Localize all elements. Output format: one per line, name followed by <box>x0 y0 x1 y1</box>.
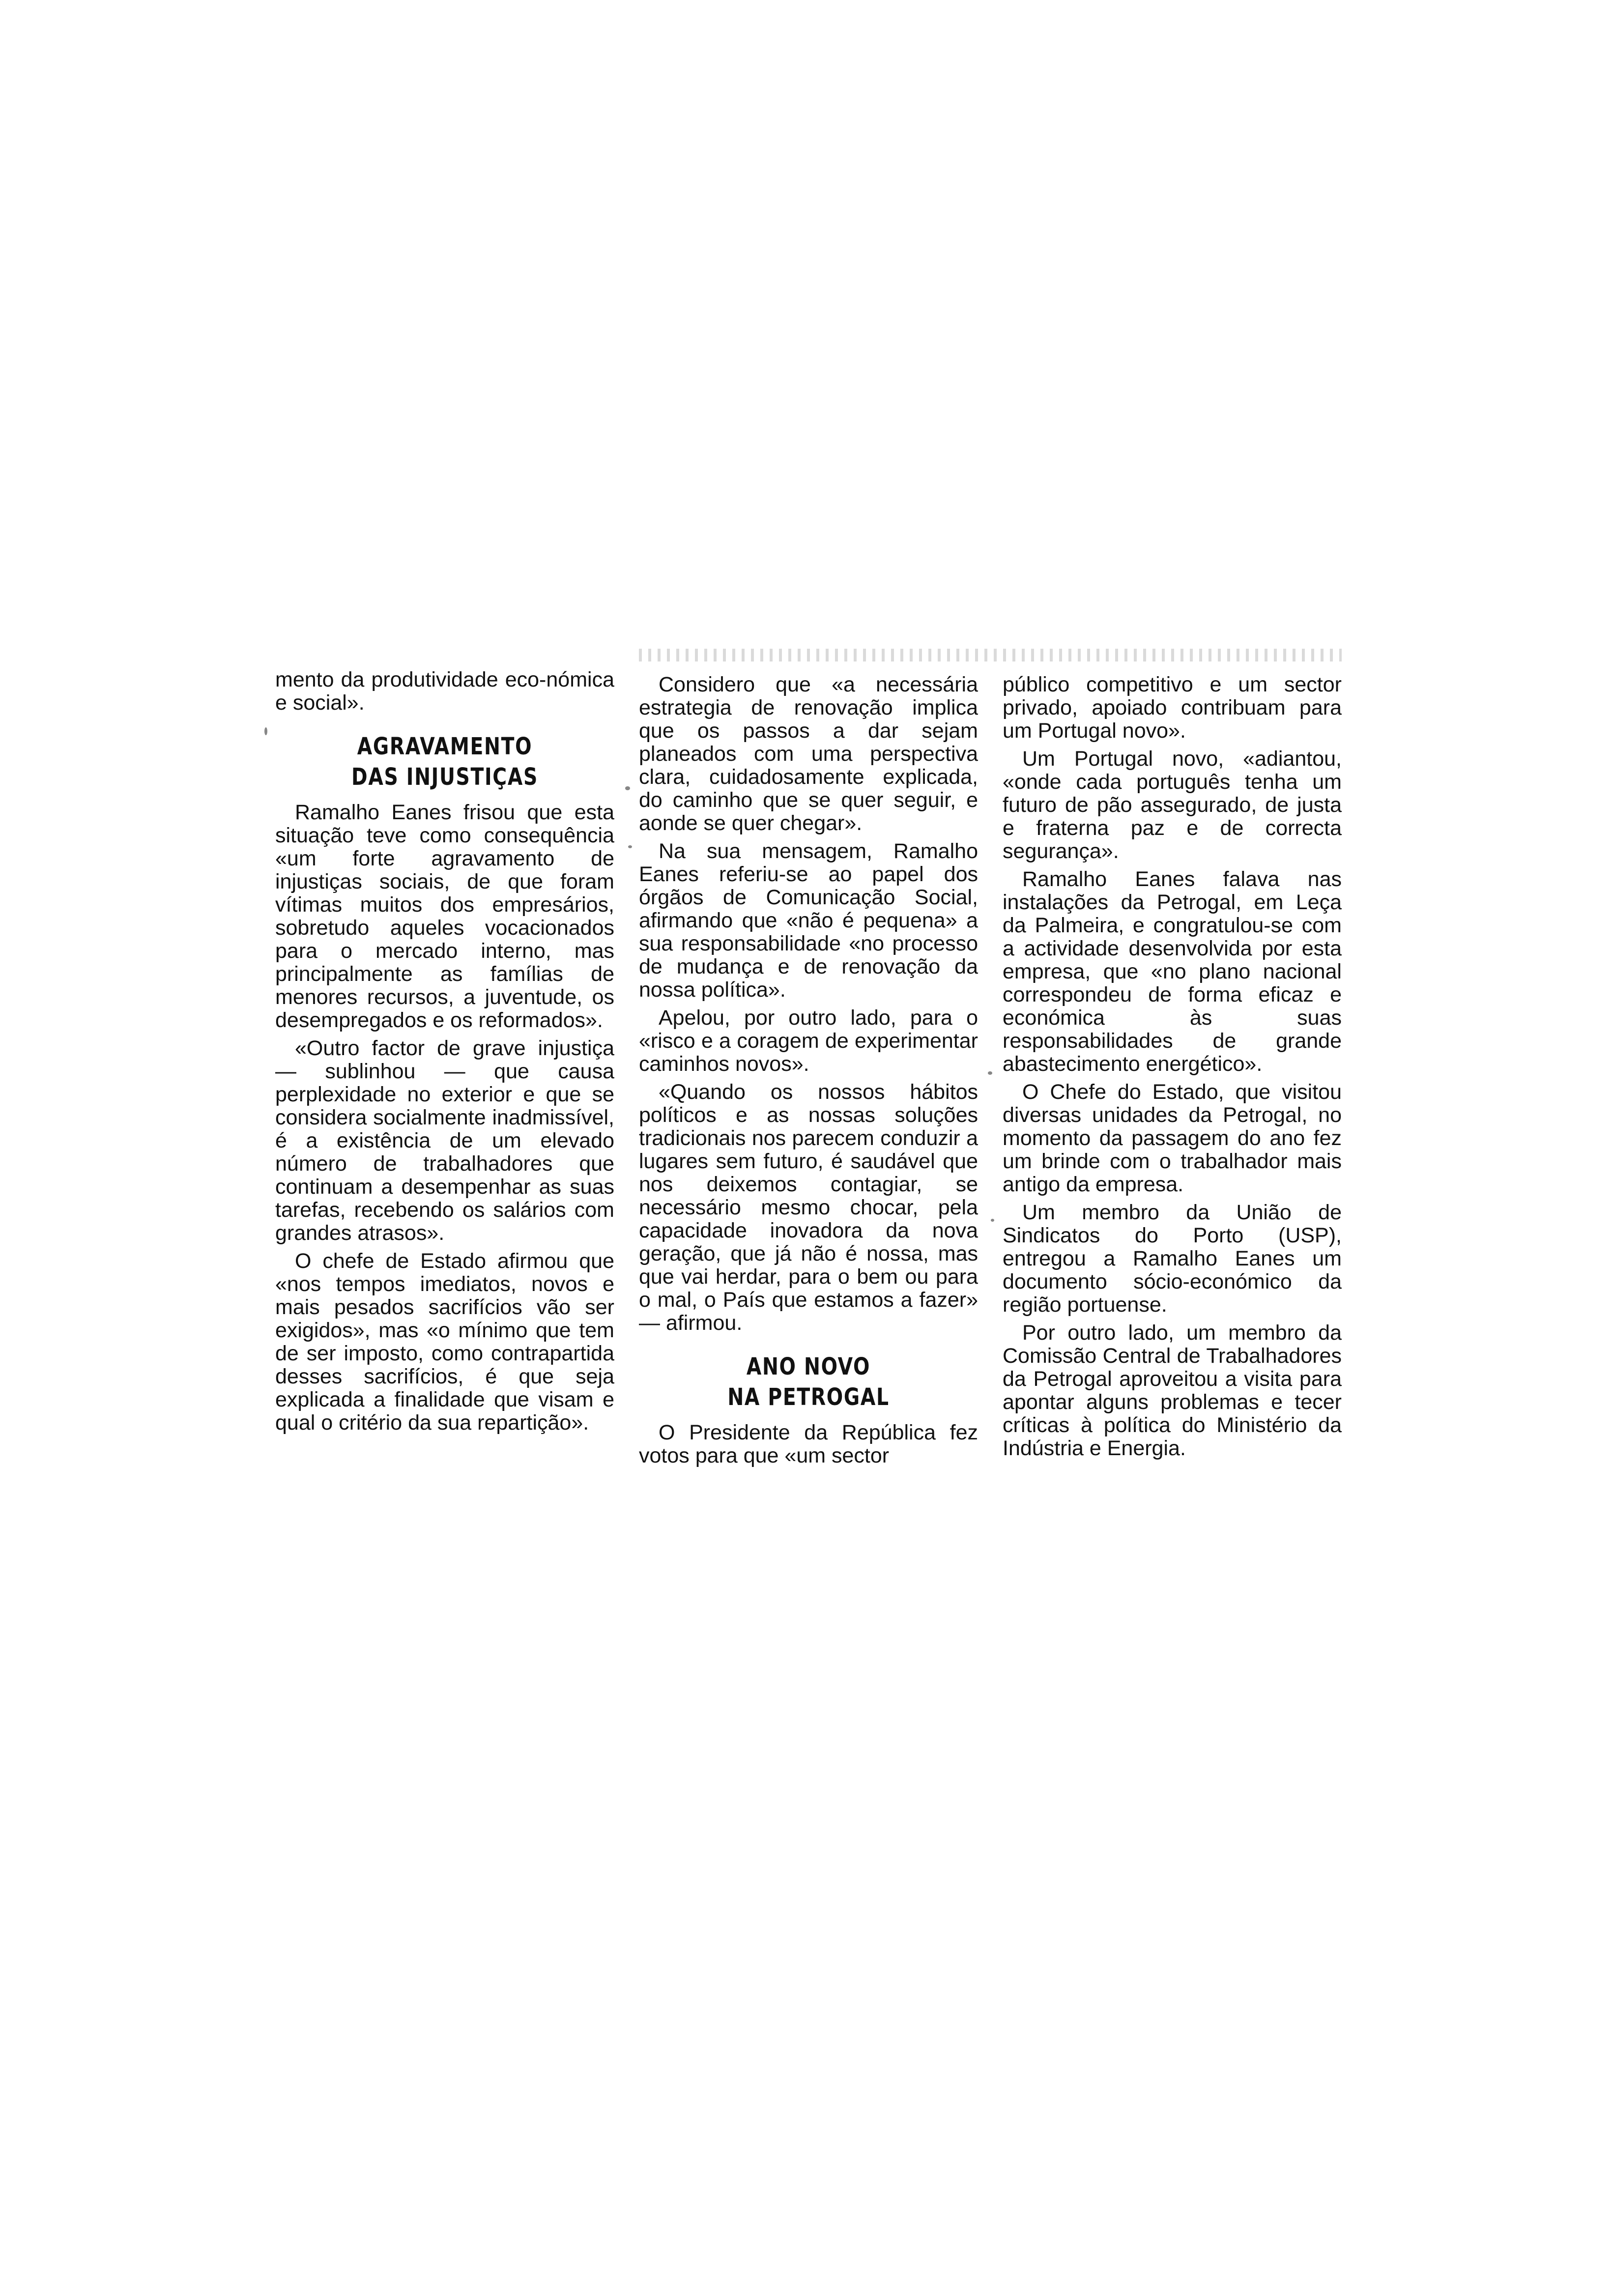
paragraph: «Quando os nossos hábitos políticos e as nossas soluções tradicionais nos parecem conduzir a lugares sem futuro, é saudável que nos deixemos contagiar, se necessário mesmo chocar, pela capacidade inovadora da nova geração, que já não é nossa, mas que vai herdar, para o bem ou para o mal, o País que estamos a fazer» — afirmou. <box>639 1080 978 1335</box>
paragraph: público competitivo e um sector privado, apoiado contribuam para um Portugal novo». <box>1003 673 1342 743</box>
heading-line: ANO NOVO <box>746 1353 871 1380</box>
scan-speck <box>991 1219 994 1222</box>
paragraph: Ramalho Eanes falava nas instalações da Petrogal, em Leça da Palmeira, e congratulou-se com a actividade desenvolvida por esta empresa, que «no plano nacional correspondeu de forma eficaz e económica às suas responsabilidades de grande abastecimento energético». <box>1003 867 1342 1076</box>
heading-line: AGRAVAMENTO <box>357 733 533 760</box>
section-heading-agravamento <box>306 731 584 792</box>
paragraph: Considero que «a necessária estrategia de renovação implica que os passos a dar sejam planeados com uma perspectiva clara, cuidadosamente explicada, do caminho que se quer seguir, e aonde se quer chegar». <box>639 673 978 835</box>
newspaper-clipping <box>275 639 1356 1686</box>
paragraph: mento da produtividade eco-nómica e social». <box>275 668 614 715</box>
paragraph: O Chefe do Estado, que visitou diversas unidades da Petrogal, no momento da passagem do ano fez um brinde com o trabalhador mais antigo da empresa. <box>1003 1080 1342 1196</box>
article-column-3 <box>1003 673 1342 1465</box>
scan-speck <box>628 845 632 848</box>
paragraph: Um Portugal novo, «adiantou, «onde cada português tenha um futuro de pão assegurado, de justa e fraterna paz e de correcta segurança». <box>1003 747 1342 863</box>
paragraph: Na sua mensagem, Ramalho Eanes referiu-se ao papel dos órgãos de Comunicação Social, afirmando que «não é pequena» a sua responsabilidade «no processo de mudança e de renovação da nossa política». <box>639 839 978 1002</box>
paragraph: O Presidente da República fez votos para que «um sector <box>639 1421 978 1467</box>
heading-line: NA PETROGAL <box>727 1383 890 1411</box>
paragraph: Um membro da União de Sindicatos do Porto (USP), entregou a Ramalho Eanes um documento sócio-económico da região portuense. <box>1003 1201 1342 1317</box>
scan-speck <box>264 727 267 735</box>
section-heading-ano-novo <box>669 1351 948 1412</box>
scan-speck <box>625 786 630 790</box>
paragraph: Ramalho Eanes frisou que esta situação teve como consequência «um forte agravamento de injustiças sociais, de que foram vítimas muitos dos empresários, sobretudo aqueles vocacionados para o mercado interno, mas principalmente as famílias de menores recursos, a juventude, os desempregados e os reformados». <box>275 801 614 1032</box>
scan-noise-strip <box>639 649 1342 661</box>
paragraph: Por outro lado, um membro da Comissão Central de Trabalhadores da Petrogal aproveitou a visita para apontar alguns problemas e tecer críticas à política do Ministério da Indústria e Energia. <box>1003 1321 1342 1460</box>
paragraph: O chefe de Estado afirmou que «nos tempos imediatos, novos e mais pesados sacrifícios vão ser exigidos», mas «o mínimo que tem de ser imposto, como contrapartida desses sacrifícios, é que seja explicada a finalidade que visam e qual o critério da sua repartição». <box>275 1249 614 1435</box>
paragraph: Apelou, por outro lado, para o «risco e a coragem de experimentar caminhos novos». <box>639 1006 978 1076</box>
scan-speck <box>988 1071 992 1075</box>
paragraph: «Outro factor de grave injustiça — sublinhou — que causa perplexidade no exterior e que se considera socialmente inadmissível, é a existência de um elevado número de trabalhadores que continuam a desempenhar as suas tarefas, recebendo os salários com grandes atrasos». <box>275 1036 614 1245</box>
heading-line: DAS INJUSTIÇAS <box>351 763 538 791</box>
article-column-1 <box>275 668 614 1439</box>
article-column-2 <box>639 673 978 1472</box>
